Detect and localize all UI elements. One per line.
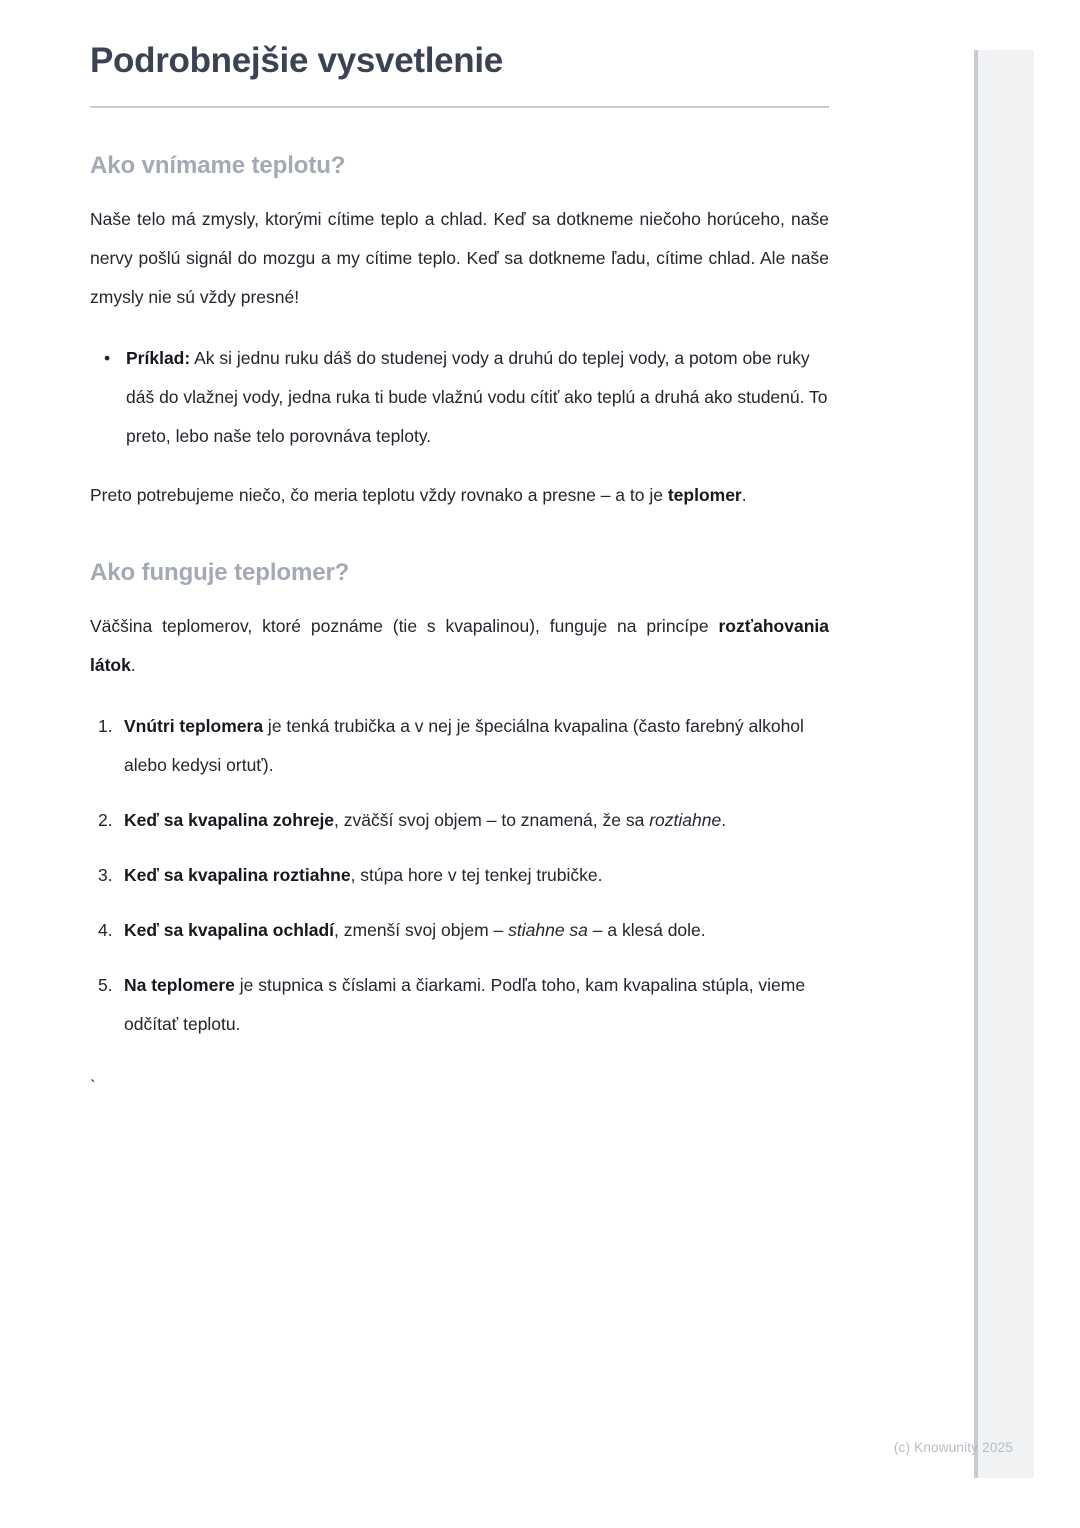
step-label: Keď sa kvapalina zohreje — [124, 810, 335, 830]
list-item — [124, 707, 829, 785]
page-title: Podrobnejšie vysvetlenie — [90, 41, 503, 80]
footer-credit: (c) Knowunity 2025 — [893, 1440, 1013, 1455]
step-text: , zväčší svoj objem – to znamená, že sa — [334, 810, 650, 830]
paragraph-senses: Naše telo má zmysly, ktorými cítime teplo a chlad. Keď sa dotkneme niečoho horúceho, naše nervy pošlú signál do mozgu a my cítime teplo. Keď sa dotkneme ľadu, cítime chlad. Ale naše zmysly nie sú vždy presné! — [90, 209, 829, 307]
section-heading-how-it-works: Ako funguje teplomer? — [90, 559, 350, 586]
paragraph-thermometer-need — [90, 476, 829, 515]
step-text: , zmenší svoj objem – — [334, 920, 509, 940]
list-item — [124, 856, 829, 895]
step-label: Na teplomere — [124, 975, 235, 995]
page-side-panel[interactable] — [974, 50, 1034, 1478]
step-label: Vnútri teplomera — [124, 716, 264, 736]
step-text: je stupnica s číslami a čiarkami. Podľa toho, kam kvapalina stúpla, vieme odčítať teplotu. — [124, 975, 806, 1034]
paragraph-text-before: Väčšina teplomerov, ktoré poznáme (tie s kvapalinou), funguje na princípe — [90, 616, 719, 636]
stray-backtick: ` — [90, 1077, 96, 1096]
step-italic: stiahne sa — [508, 920, 588, 940]
step-label: Keď sa kvapalina ochladí — [124, 920, 335, 940]
list-item — [124, 966, 829, 1044]
example-bullet-list — [90, 339, 829, 456]
title-divider — [90, 106, 829, 108]
step-text-tail: – a klesá dole. — [587, 920, 706, 940]
paragraph-text-after: . — [130, 655, 136, 675]
bullet-text: Ak si jednu ruku dáš do studenej vody a druhú do teplej vody, a potom obe ruky dáš do vlažnej vody, jedna ruka ti bude vlažnú vodu cítiť ako teplú a druhá ako studenú. To preto, lebo naše telo porovnáva teploty. — [126, 348, 828, 446]
list-item — [124, 801, 829, 840]
step-italic: roztiahne — [649, 810, 722, 830]
paragraph-expansion-principle — [90, 607, 829, 685]
list-item — [124, 911, 829, 950]
step-label: Keď sa kvapalina roztiahne — [124, 865, 351, 885]
section-heading-perception: Ako vnímame teplotu? — [90, 152, 346, 179]
thermometer-steps-list — [90, 707, 829, 1044]
step-text: je tenká trubička a v nej je špeciálna kvapalina (často farebný alkohol alebo kedysi ortuť). — [124, 716, 804, 775]
step-text: , stúpa hore v tej tenkej trubičke. — [350, 865, 603, 885]
bullet-label: Príklad: — [126, 348, 191, 368]
paragraph-emphasis: teplomer — [667, 485, 742, 505]
paragraph-text-before: Preto potrebujeme niečo, čo meria teplotu vždy rovnako a presne – a to je — [90, 485, 668, 505]
document-body — [90, 40, 829, 1102]
paragraph-emphasis: rozťahovania látok — [90, 616, 829, 675]
step-text-tail: . — [721, 810, 727, 830]
list-item — [126, 339, 829, 456]
paragraph-text-after: . — [741, 485, 747, 505]
